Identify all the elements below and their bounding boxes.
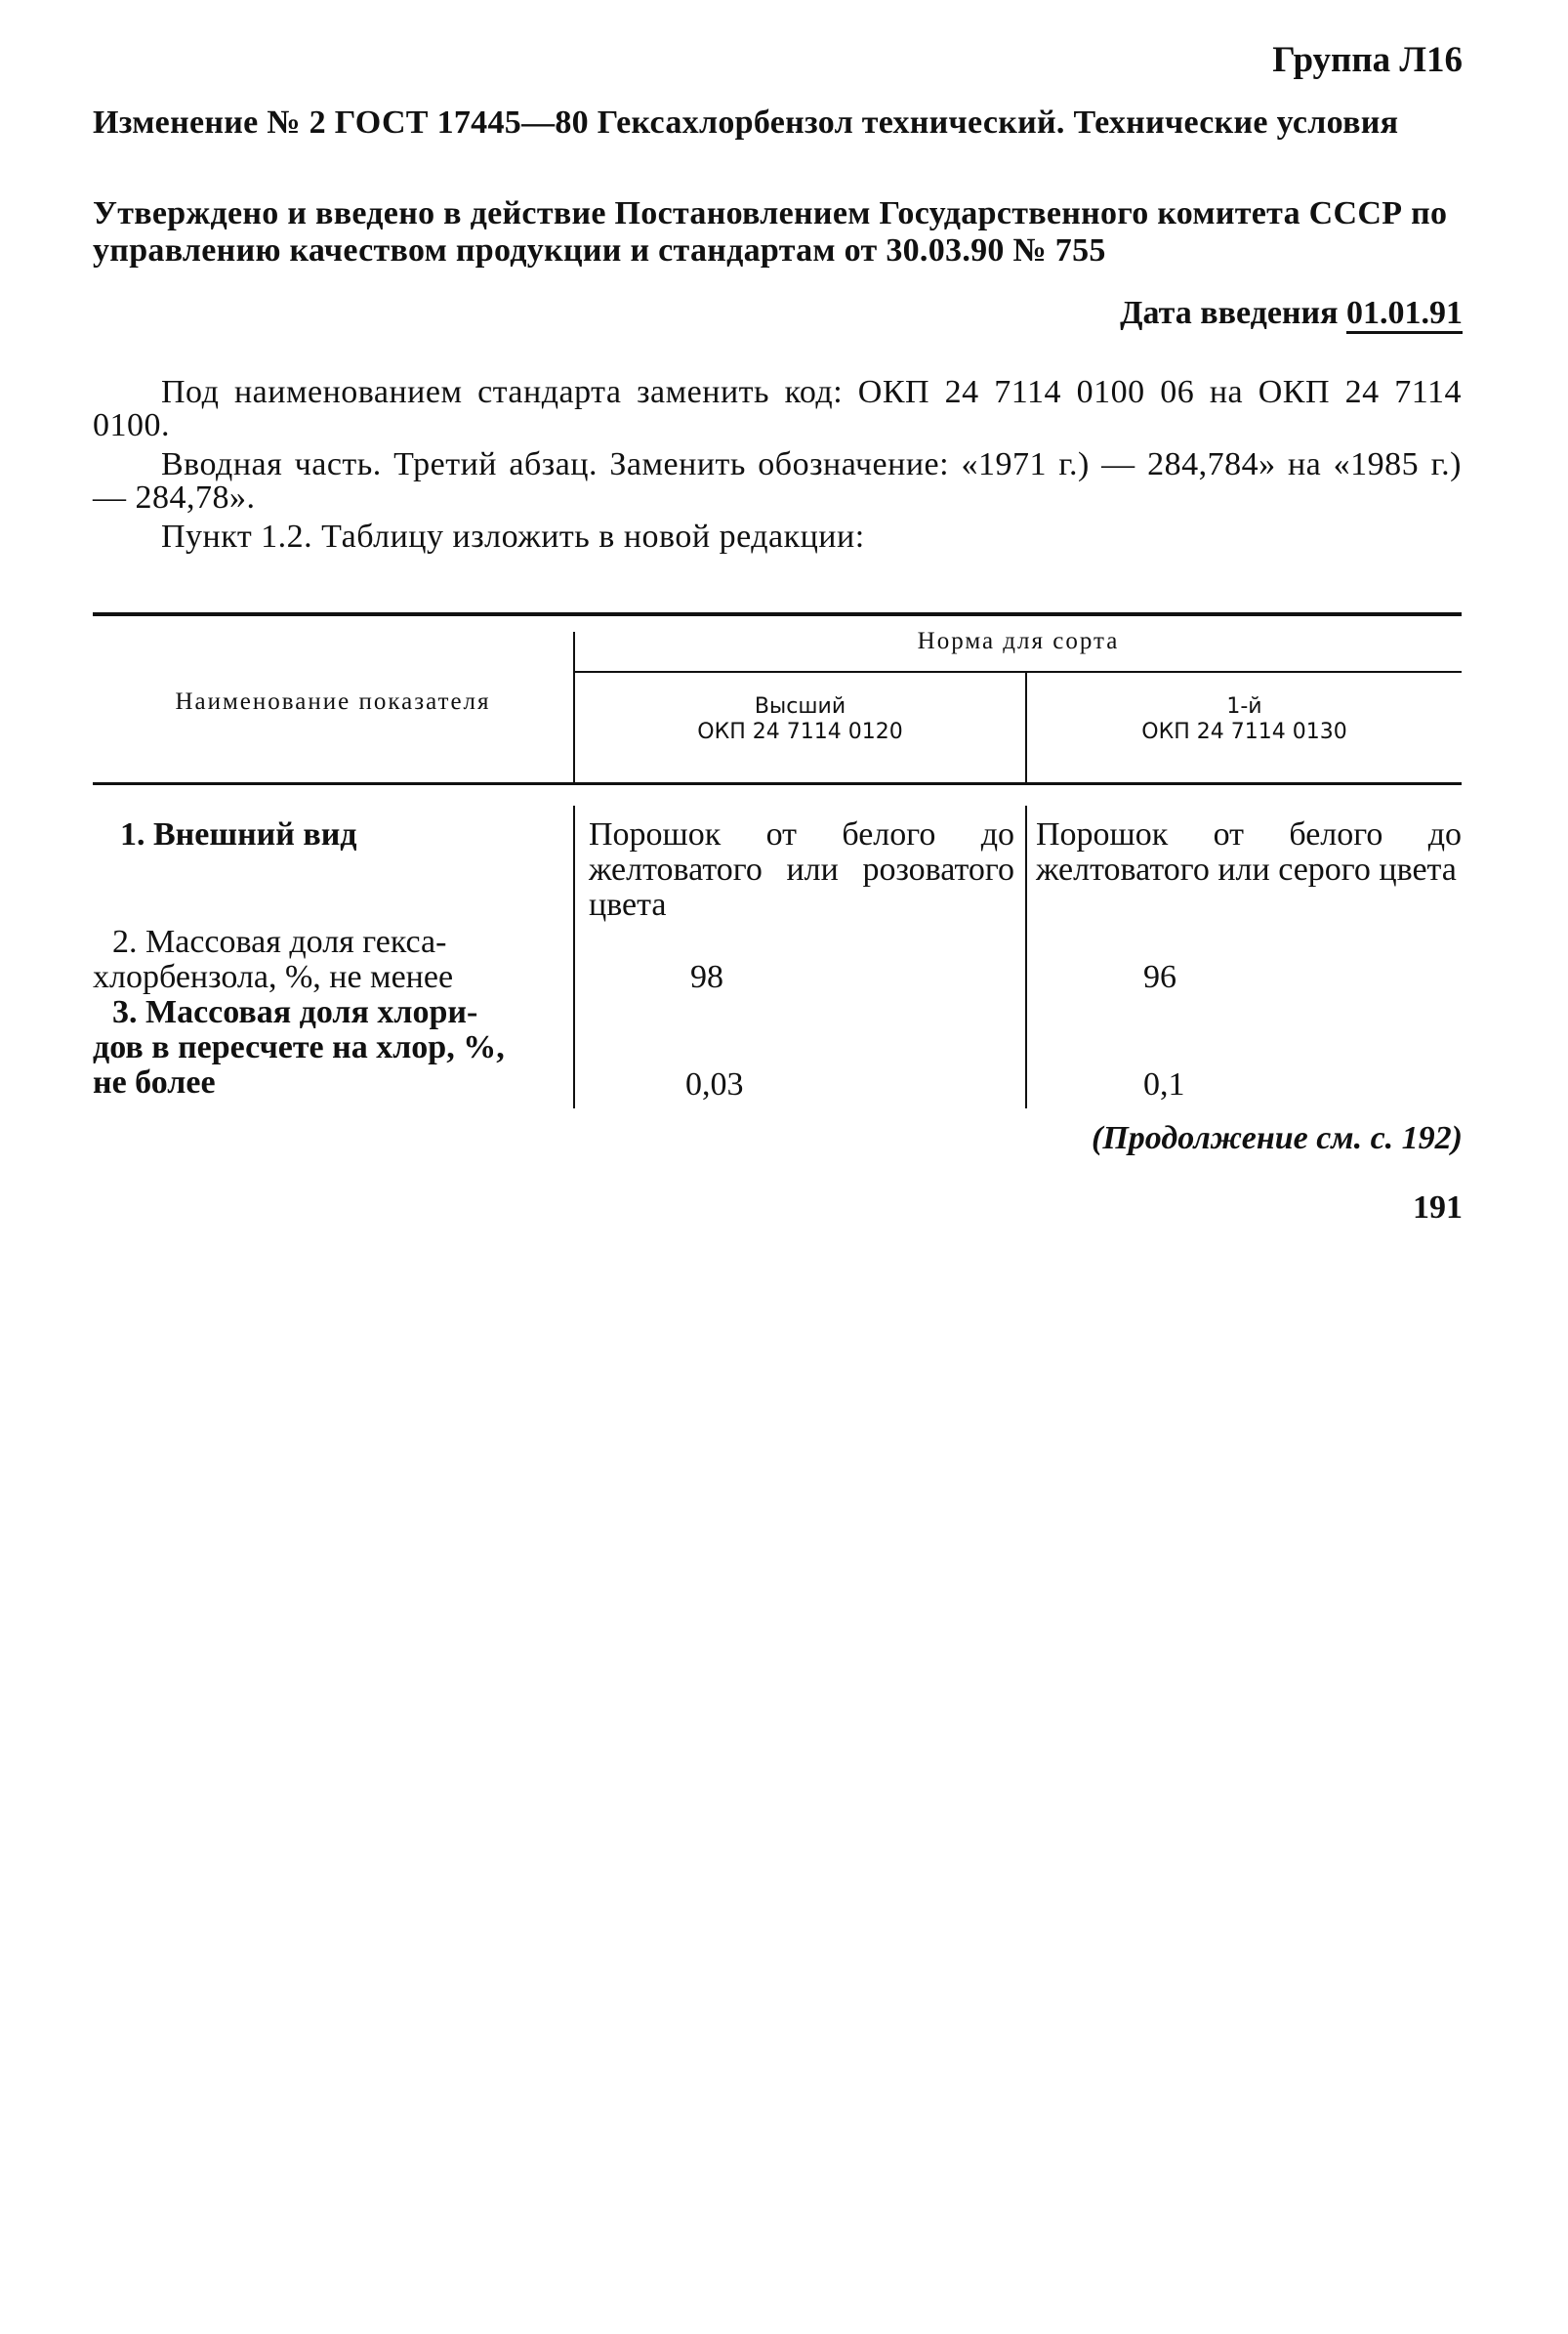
column-header-norm: Норма для сорта — [917, 628, 1120, 654]
date-label: Дата введения — [1120, 295, 1339, 331]
page-number: 191 — [1413, 1189, 1463, 1226]
row-1-name — [120, 817, 569, 853]
introduction-date — [1120, 295, 1463, 332]
row-3-name-line-3: не более — [93, 1064, 216, 1101]
column-header-sort-highest — [575, 694, 1025, 745]
specification-table — [93, 612, 1462, 1120]
row-1-value-first: Порошок от белого до желтоватого или серого цвета — [1036, 816, 1462, 888]
row-3-name-line-1: 3. Массовая доля хлори- — [112, 994, 478, 1030]
row-2-value-highest: 98 — [690, 959, 723, 995]
sort-highest-code: ОКП 24 7114 0120 — [697, 720, 903, 744]
group-header-rule — [575, 671, 1462, 673]
paragraph-code-change: Под наименованием стандарта заменить код: ОКП 24 7114 0100 06 на ОКП 24 7114 0100. — [93, 374, 1462, 443]
amendment-title: Изменение № 2 ГОСТ 17445—80 Гексахлорбензол технический. Технические условия — [93, 104, 1399, 141]
table-top-rule — [93, 612, 1462, 616]
column-header-sort-first — [1027, 694, 1462, 745]
paragraph-table-change: Пункт 1.2. Таблицу изложить в новой редакции: — [161, 519, 865, 555]
row-2-name — [93, 925, 571, 995]
row-3-value-highest: 0,03 — [685, 1066, 744, 1103]
continuation-note: (Продолжение см. с. 192) — [1092, 1120, 1463, 1156]
row-1-value-highest: Порошок от белого до желтоватого или розоватого цвета — [589, 816, 1014, 923]
approval-statement: Утверждено и введено в действие Постановлением Государственного комитета СССР по управлению качеством продукции и стандартам от 30.03.90 № 755 — [93, 195, 1448, 269]
date-value: 01.01.91 — [1346, 295, 1463, 331]
row-3-name — [93, 995, 571, 1101]
sort-highest-name: Высший — [754, 694, 846, 719]
column-divider-1-body — [573, 806, 575, 1108]
column-header-indicator: Наименование показателя — [175, 688, 491, 715]
amendment-body — [93, 376, 1462, 560]
row-2-value-first: 96 — [1143, 959, 1176, 995]
row-2-name-line-2: хлорбензола, %, не менее — [93, 959, 454, 995]
group-code: Группа Л16 — [1272, 40, 1463, 80]
paragraph-intro-change: Вводная часть. Третий абзац. Заменить обозначение: «1971 г.) — 284,784» на «1985 г.) — 284,78». — [93, 446, 1462, 516]
column-divider-2-body — [1025, 806, 1027, 1108]
row-3-value-first: 0,1 — [1143, 1066, 1185, 1103]
sort-first-code: ОКП 24 7114 0130 — [1141, 720, 1347, 744]
row-1-name-line: 1. Внешний вид — [120, 816, 357, 853]
sort-first-name: 1-й — [1226, 694, 1262, 719]
header-bottom-rule — [93, 782, 1462, 785]
row-2-name-line-1: 2. Массовая доля гекса- — [112, 924, 447, 960]
row-3-name-line-2: дов в пересчете на хлор, %, — [93, 1029, 505, 1065]
